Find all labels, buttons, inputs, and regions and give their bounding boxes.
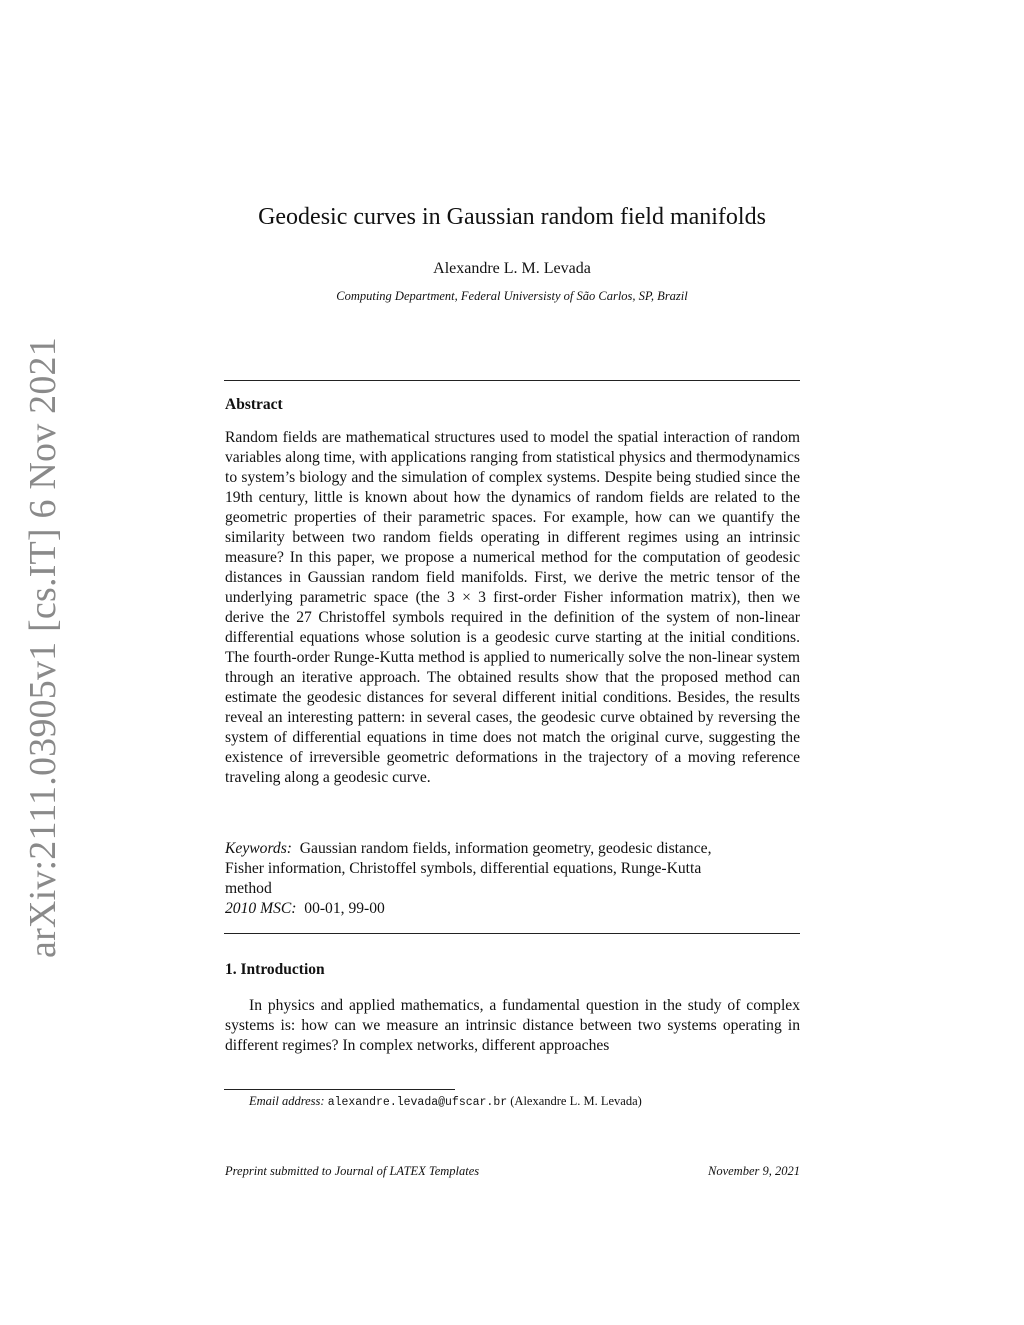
keywords-block xyxy=(225,839,795,919)
abstract-text: Random fields are mathematical structures used to model the spatial interaction of random variables along time, with applications ranging from statistical physics and thermodynamics to system’s biology and the simulation of complex systems. Despite being studied since the 19th century, little is known about how the dynamics of random fields are related to the geometric properties of their parametric spaces. For example, how can we quantify the similarity between two random fields operating in different regimes using an intrinsic measure? In this paper, we propose a numerical method for the computation of geodesic distances in Gaussian random field manifolds. First, we derive the metric tensor of the underlying parametric space (the 3 × 3 first-order Fisher information matrix), then we derive the 27 Christoffel symbols required in the definition of the system of non-linear differential equations whose solution is a geodesic curve starting at the initial conditions. The fourth-order Runge-Kutta method is applied to numerically solve the non-linear system through an iterative approach. The obtained results show that the proposed method can estimate the geodesic distances for several different initial conditions. Besides, the results reveal an interesting pattern: in several cases, the geodesic curve obtained by reversing the system of differential equations in time does not match the original curve, suggesting the existence of irreversible geometric deformations in the trajectory of a moving reference traveling along a geodesic curve. xyxy=(225,429,800,786)
footnote-rule xyxy=(224,1089,455,1090)
keywords-text-1: Gaussian random fields, information geometry, geodesic distance, xyxy=(299,840,712,857)
keywords-label: Keywords: xyxy=(225,840,292,857)
preprint-date: November 9, 2021 xyxy=(708,1164,800,1178)
msc-line xyxy=(225,899,795,919)
author-affiliation: Computing Department, Federal Universisty of São Carlos, SP, Brazil xyxy=(336,289,688,303)
email-owner: (Alexandre L. M. Levada) xyxy=(510,1094,642,1108)
introduction-text: In physics and applied mathematics, a fundamental question in the study of complex systems is: how can we measure an intrinsic distance between two systems operating in different regimes? In complex networks, different approaches xyxy=(225,997,800,1054)
email-footnote xyxy=(249,1094,642,1109)
paper-title: Geodesic curves in Gaussian random field manifolds xyxy=(258,204,766,230)
arxiv-identifier: arXiv:2111.03905v1 [cs.IT] 6 Nov 2021 xyxy=(22,337,64,958)
abstract-heading: Abstract xyxy=(225,396,283,413)
preprint-note: Preprint submitted to Journal of LATEX Templates xyxy=(225,1164,480,1178)
keywords-text-2: Fisher information, Christoffel symbols, differential equations, Runge-Kutta xyxy=(225,860,702,877)
email-label: Email address: xyxy=(249,1094,325,1108)
msc-value: 00-01, 99-00 xyxy=(304,900,385,917)
author-name: Alexandre L. M. Levada xyxy=(433,260,591,277)
msc-label: 2010 MSC: xyxy=(225,900,297,917)
abstract-top-rule xyxy=(224,380,800,381)
introduction-heading: 1. Introduction xyxy=(225,961,325,978)
email-address: alexandre.levada@ufscar.br xyxy=(327,1096,508,1109)
keywords-text-3: method xyxy=(225,880,272,897)
abstract-bottom-rule xyxy=(224,933,800,934)
keywords-line-1 xyxy=(225,839,795,859)
